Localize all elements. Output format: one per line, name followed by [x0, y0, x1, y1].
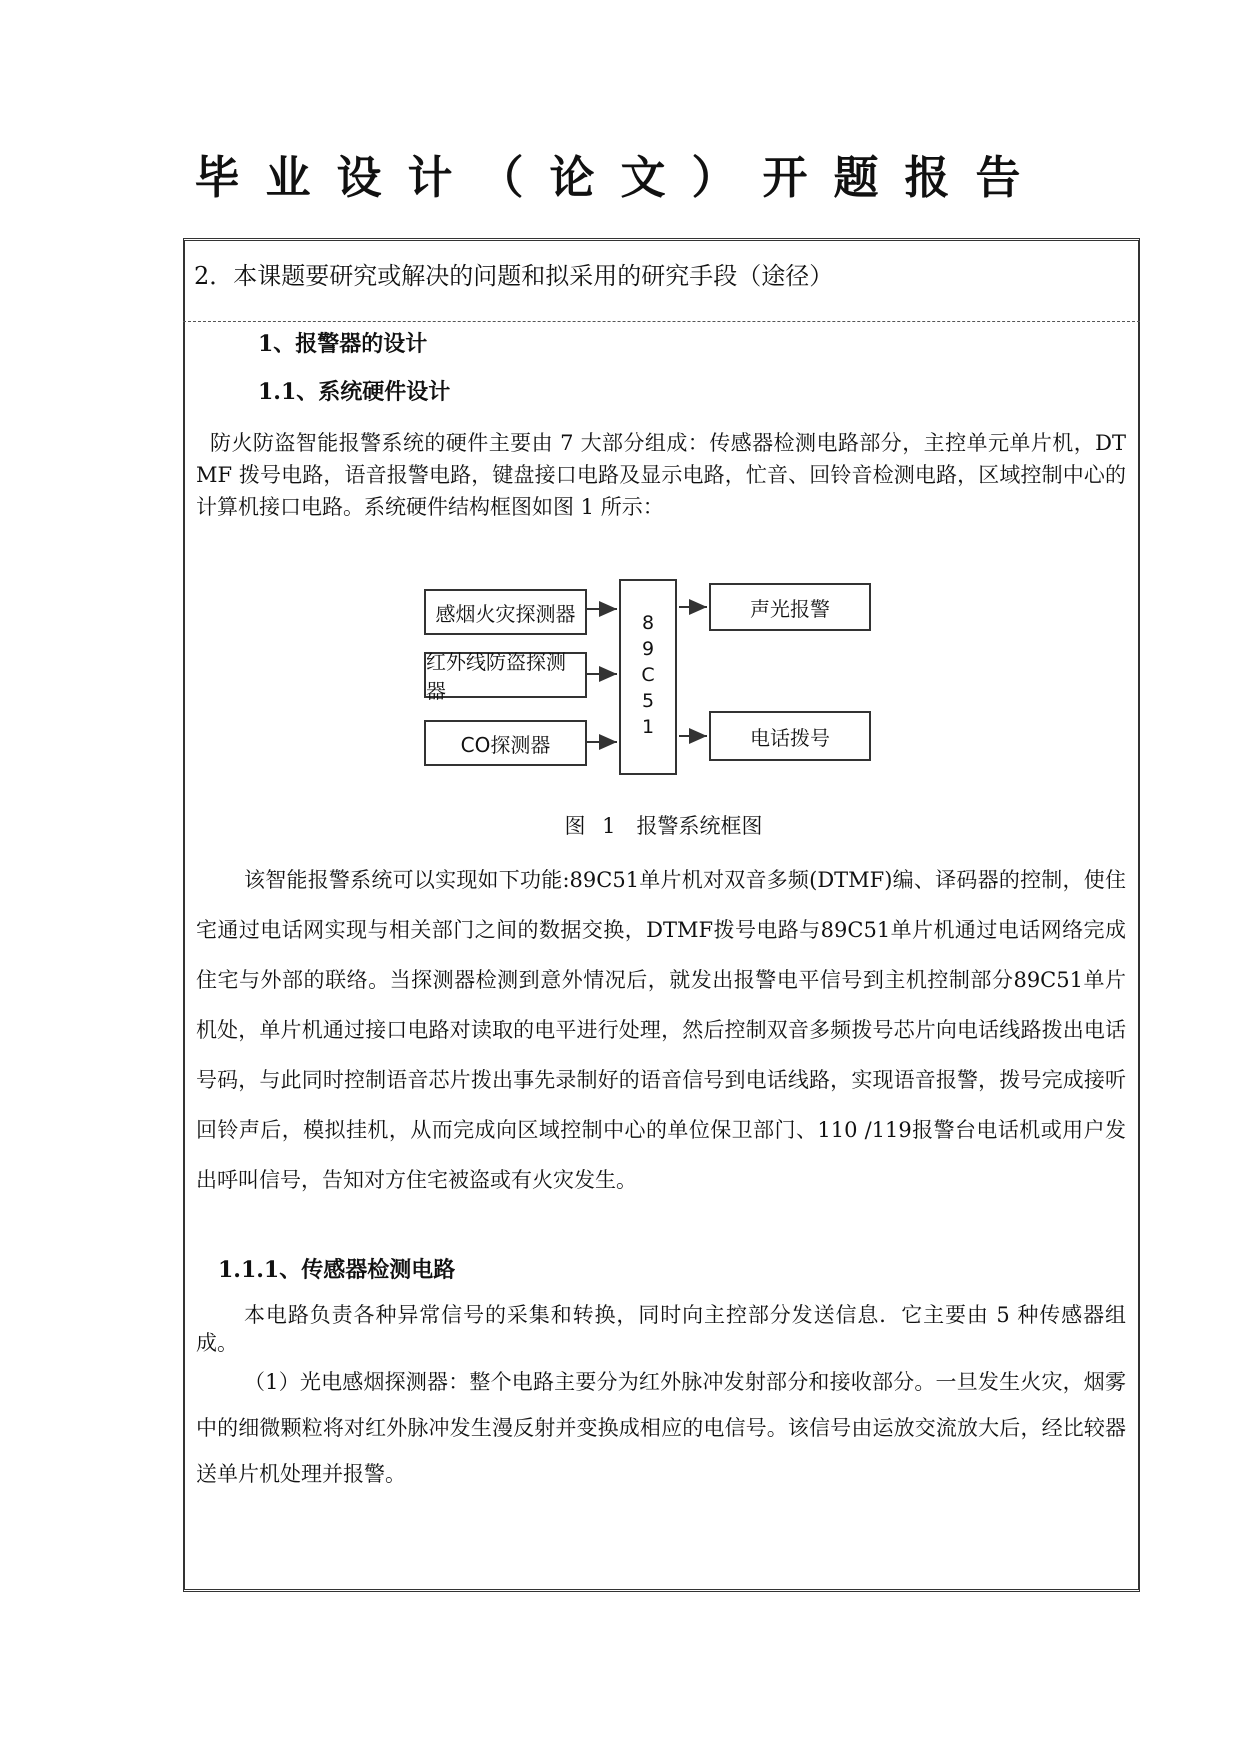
document-title: 毕业设计（论文）开题报告 [194, 151, 1047, 204]
heading-hardware-design: 1.1、系统硬件设计 [258, 379, 451, 405]
heading-alarm-design: 1、报警器的设计 [258, 331, 428, 357]
co-detector-box: CO探测器 [424, 720, 587, 766]
infrared-detector-box: 红外线防盗探测器 [424, 652, 587, 698]
phone-dial-box: 电话拨号 [709, 711, 871, 761]
block-diagram [423, 579, 913, 789]
dashed-divider [183, 321, 1140, 322]
mcu-label: 89C51 [637, 612, 659, 742]
mcu-box [619, 579, 677, 775]
paragraph-system-functions: 该智能报警系统可以实现如下功能:89C51单片机对双音多频(DTMF)编、译码器的控制，使住宅通过电话网实现与相关部门之间的数据交换，DTMF拨号电路与89C51单片机通过电话网络完成住宅与外部的联络。当探测器检测到意外情况后，就发出报警电平信号到主机控制部分89C51单片机处，单片机通过接口电路对读取的电平进行处理，然后控制双音多频拨号芯片向电话线路拨出电话号码，与此同时控制语音芯片拨出事先录制好的语音信号到电话线路，实现语音报警，拨号完成接听回铃声后，模拟挂机，从而完成向区域控制中心的单位保卫部门、110 /119报警台电话机或用户发出呼叫信号，告知对方住宅被盗或有火灾发生。 [196, 868, 1126, 1192]
smoke-detector-box: 感烟火灾探测器 [424, 589, 587, 635]
paragraph-smoke-detector: （1）光电感烟探测器：整个电路主要分为红外脉冲发射部分和接收部分。一旦发生火灾，烟雾中的细微颗粒将对红外脉冲发生漫反射并变换成相应的电信号。该信号由运放交流放大后，经比较器送单片机处理并报警。 [196, 1370, 1126, 1486]
heading-sensor-circuit: 1.1.1、传感器检测电路 [218, 1257, 456, 1283]
paragraph-hardware-intro: 防火防盗智能报警系统的硬件主要由 7 大部分组成：传感器检测电路部分，主控单元单片机，DTMF 拨号电路，语音报警电路，键盘接口电路及显示电路，忙音、回铃音检测电路，区域控制中心的计算机接口电路。系统硬件结构框图如图 1 所示： [196, 431, 1126, 519]
section-heading: 2．本课题要研究或解决的问题和拟采用的研究手段（途径） [194, 262, 834, 290]
figure-caption: 图 1 报警系统框图 [564, 814, 763, 838]
report-frame [183, 238, 1140, 1592]
sound-light-alarm-box: 声光报警 [709, 583, 871, 631]
paragraph-sensor-circuit: 本电路负责各种异常信号的采集和转换，同时向主控部分发送信息．它主要由 5 种传感器组成。 [196, 1303, 1126, 1355]
